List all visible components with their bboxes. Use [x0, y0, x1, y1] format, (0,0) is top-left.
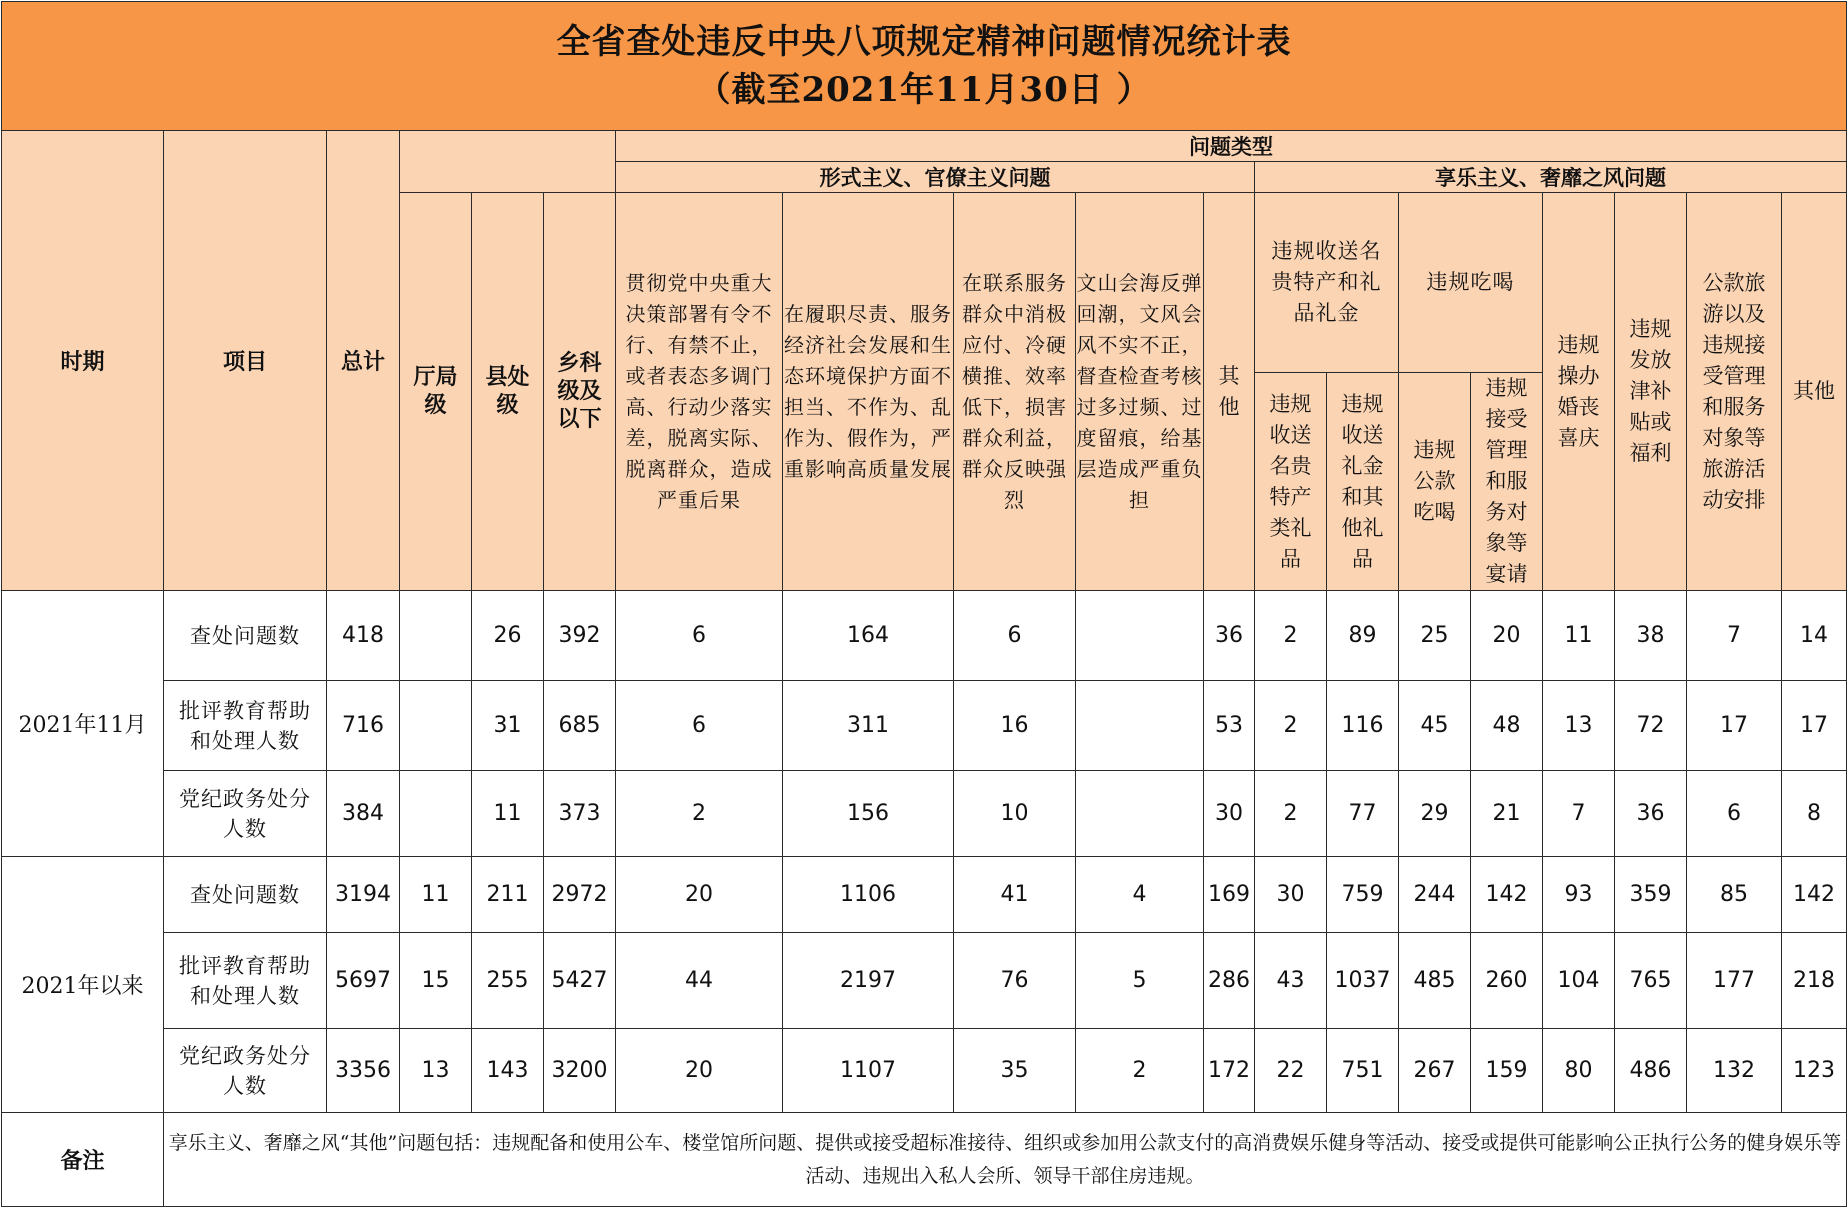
- cell: 143: [472, 1029, 544, 1113]
- cell: 267: [1399, 1029, 1471, 1113]
- cell: 2972: [544, 857, 616, 933]
- header-level-xian: 县处级: [472, 193, 544, 591]
- cell: 169: [1204, 857, 1255, 933]
- cell: 3200: [544, 1029, 616, 1113]
- header-dining-group: 违规吃喝: [1399, 193, 1543, 373]
- cell: 2197: [783, 933, 954, 1029]
- header-dining-col-2: 违规接受管理和服务对象等宴请: [1471, 373, 1543, 591]
- cell: [1076, 771, 1204, 857]
- header-item: 项目: [164, 131, 327, 591]
- header-formalism-col-1: 贯彻党中央重大决策部署有令不行、有禁不止，或者表态多调门高、行动少落实差，脱离实际、脱离群众，造成严重后果: [616, 193, 783, 591]
- cell: [400, 681, 472, 771]
- header-gift-col-1: 违规收送名贵特产类礼品: [1255, 373, 1327, 591]
- cell: 384: [327, 771, 400, 857]
- cell: 13: [400, 1029, 472, 1113]
- cell: 6: [616, 591, 783, 681]
- cell: 38: [1615, 591, 1687, 681]
- cell: 44: [616, 933, 783, 1029]
- header-problem-type: 问题类型: [616, 131, 1847, 162]
- header-tourism: 公款旅游以及违规接受管理和服务对象等旅游活动安排: [1687, 193, 1782, 591]
- header-hedonism-other: 其他: [1782, 193, 1847, 591]
- cell: 3356: [327, 1029, 400, 1113]
- cell: 36: [1615, 771, 1687, 857]
- cell: 156: [783, 771, 954, 857]
- cell: 218: [1782, 933, 1847, 1029]
- cell: 17: [1687, 681, 1782, 771]
- header-formalism-col-2: 在履职尽责、服务经济社会发展和生态环境保护方面不担当、不作为、乱作为、假作为，严重影响高质量发展: [783, 193, 954, 591]
- statistics-sheet: [1, 1, 1846, 1202]
- cell: 1106: [783, 857, 954, 933]
- cell: 22: [1255, 1029, 1327, 1113]
- note-text: 享乐主义、奢靡之风“其他”问题包括：违规配备和使用公车、楼堂馆所问题、提供或接受超标准接待、组织或参加用公款支付的高消费娱乐健身等活动、接受或提供可能影响公正执行公务的健身娱乐等活动、违规出入私人会所、领导干部住房违规。: [164, 1113, 1847, 1207]
- period-label-2: 2021年以来: [2, 857, 164, 1113]
- cell: 7: [1687, 591, 1782, 681]
- cell: 85: [1687, 857, 1782, 933]
- cell: 41: [954, 857, 1076, 933]
- header-level-xiang: 乡科级及以下: [544, 193, 616, 591]
- cell: 255: [472, 933, 544, 1029]
- cell: 2: [1255, 591, 1327, 681]
- row-item: 党纪政务处分人数: [164, 771, 327, 857]
- header-gift-col-2: 违规收送礼金和其他礼品: [1327, 373, 1399, 591]
- cell: 5: [1076, 933, 1204, 1029]
- cell: [1076, 681, 1204, 771]
- cell: 211: [472, 857, 544, 933]
- header-allowances: 违规发放津补贴或福利: [1615, 193, 1687, 591]
- cell: [1076, 591, 1204, 681]
- cell: 2: [1076, 1029, 1204, 1113]
- cell: 13: [1543, 681, 1615, 771]
- cell: 159: [1471, 1029, 1543, 1113]
- cell: 21: [1471, 771, 1543, 857]
- cell: 10: [954, 771, 1076, 857]
- cell: 3194: [327, 857, 400, 933]
- header-total: 总计: [327, 131, 400, 591]
- cell: 485: [1399, 933, 1471, 1029]
- cell: 373: [544, 771, 616, 857]
- cell: 17: [1782, 681, 1847, 771]
- cell: 418: [327, 591, 400, 681]
- cell: 751: [1327, 1029, 1399, 1113]
- cell: 6: [1687, 771, 1782, 857]
- cell: 486: [1615, 1029, 1687, 1113]
- cell: 16: [954, 681, 1076, 771]
- cell: 142: [1471, 857, 1543, 933]
- table-title: [2, 2, 1847, 131]
- cell: 11: [400, 857, 472, 933]
- cell: 286: [1204, 933, 1255, 1029]
- cell: 244: [1399, 857, 1471, 933]
- cell: 30: [1204, 771, 1255, 857]
- cell: [400, 771, 472, 857]
- cell: 45: [1399, 681, 1471, 771]
- cell: 25: [1399, 591, 1471, 681]
- cell: 6: [616, 681, 783, 771]
- cell: 36: [1204, 591, 1255, 681]
- title-line-2: （截至2021年11月30日 ）: [696, 70, 1152, 110]
- cell: 5697: [327, 933, 400, 1029]
- cell: 104: [1543, 933, 1615, 1029]
- header-dining-col-1: 违规公款吃喝: [1399, 373, 1471, 591]
- cell: 142: [1782, 857, 1847, 933]
- cell: 7: [1543, 771, 1615, 857]
- row-item: 查处问题数: [164, 591, 327, 681]
- cell: 43: [1255, 933, 1327, 1029]
- header-period: 时期: [2, 131, 164, 591]
- cell: 93: [1543, 857, 1615, 933]
- cell: 172: [1204, 1029, 1255, 1113]
- cell: 14: [1782, 591, 1847, 681]
- cell: 164: [783, 591, 954, 681]
- cell: 392: [544, 591, 616, 681]
- header-gift-group: 违规收送名贵特产和礼品礼金: [1255, 193, 1399, 373]
- cell: 76: [954, 933, 1076, 1029]
- cell: 2: [1255, 681, 1327, 771]
- cell: 53: [1204, 681, 1255, 771]
- cell: 260: [1471, 933, 1543, 1029]
- cell: 77: [1327, 771, 1399, 857]
- row-item: 党纪政务处分人数: [164, 1029, 327, 1113]
- cell: 20: [616, 1029, 783, 1113]
- cell: 6: [954, 591, 1076, 681]
- header-hedonism-group: 享乐主义、奢靡之风问题: [1255, 162, 1847, 193]
- cell: 31: [472, 681, 544, 771]
- header-formalism-col-4: 文山会海反弹回潮，文风会风不实不正，督查检查考核过多过频、过度留痕，给基层造成严重负担: [1076, 193, 1204, 591]
- cell: 15: [400, 933, 472, 1029]
- title-line-1: 全省查处违反中央八项规定精神问题情况统计表: [556, 22, 1292, 62]
- cell: 4: [1076, 857, 1204, 933]
- cell: 359: [1615, 857, 1687, 933]
- header-weddings: 违规操办婚丧喜庆: [1543, 193, 1615, 591]
- cell: 89: [1327, 591, 1399, 681]
- header-formalism-other: 其他: [1204, 193, 1255, 591]
- cell: 759: [1327, 857, 1399, 933]
- cell: 80: [1543, 1029, 1615, 1113]
- statistics-table: [1, 1, 1847, 1207]
- cell: 2: [616, 771, 783, 857]
- cell: 765: [1615, 933, 1687, 1029]
- header-formalism-col-3: 在联系服务群众中消极应付、冷硬横推、效率低下，损害群众利益，群众反映强烈: [954, 193, 1076, 591]
- header-formalism-group: 形式主义、官僚主义问题: [616, 162, 1255, 193]
- cell: 26: [472, 591, 544, 681]
- cell: 20: [616, 857, 783, 933]
- cell: 1107: [783, 1029, 954, 1113]
- header-level-ting: 厅局级: [400, 193, 472, 591]
- cell: 716: [327, 681, 400, 771]
- cell: 35: [954, 1029, 1076, 1113]
- cell: 72: [1615, 681, 1687, 771]
- cell: 11: [472, 771, 544, 857]
- cell: 29: [1399, 771, 1471, 857]
- cell: 5427: [544, 933, 616, 1029]
- cell: 20: [1471, 591, 1543, 681]
- cell: 177: [1687, 933, 1782, 1029]
- cell: 30: [1255, 857, 1327, 933]
- cell: 8: [1782, 771, 1847, 857]
- note-label: 备注: [2, 1113, 164, 1207]
- cell: 116: [1327, 681, 1399, 771]
- cell: 311: [783, 681, 954, 771]
- cell: 11: [1543, 591, 1615, 681]
- cell: 123: [1782, 1029, 1847, 1113]
- row-item: 批评教育帮助和处理人数: [164, 681, 327, 771]
- cell: 1037: [1327, 933, 1399, 1029]
- header-level-blank: [400, 131, 616, 193]
- row-item: 查处问题数: [164, 857, 327, 933]
- row-item: 批评教育帮助和处理人数: [164, 933, 327, 1029]
- cell: 685: [544, 681, 616, 771]
- cell: 132: [1687, 1029, 1782, 1113]
- cell: [400, 591, 472, 681]
- period-label-1: 2021年11月: [2, 591, 164, 857]
- cell: 2: [1255, 771, 1327, 857]
- cell: 48: [1471, 681, 1543, 771]
